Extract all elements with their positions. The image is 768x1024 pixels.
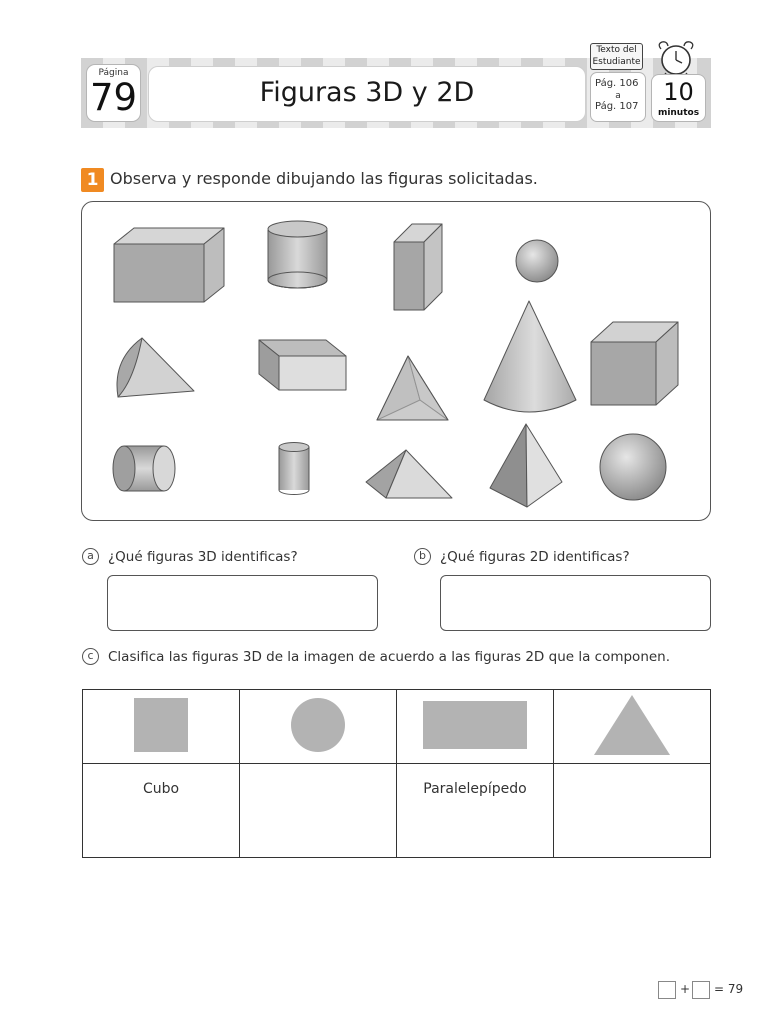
textbook-page-joiner: a — [615, 91, 621, 101]
square-answer-cell[interactable]: Cubo — [83, 764, 240, 858]
tall-prism — [394, 224, 442, 310]
triangular-pyramid — [377, 356, 448, 420]
triangle-answer-cell[interactable] — [554, 764, 711, 858]
time-unit: minutos — [657, 108, 700, 118]
rectangle-shape-icon — [422, 700, 528, 750]
footer-result: = 79 — [714, 982, 744, 996]
rectangular-prism — [114, 228, 224, 302]
textbook-page-to: Pág. 107 — [595, 101, 639, 112]
page-label: Página — [98, 68, 129, 78]
textbook-tag-line-2: Estudiante — [592, 57, 641, 67]
question-a-marker: a — [82, 548, 99, 565]
sphere — [600, 434, 666, 500]
triangle-shape-icon — [592, 693, 672, 757]
shape-icons-row — [83, 690, 711, 764]
time-value: 10 — [663, 78, 694, 106]
activity-instruction: Observa y responde dibujando las figuras solicitadas. — [110, 169, 538, 188]
small-cylinder — [279, 443, 309, 495]
shape-names-row — [83, 764, 711, 858]
figures-panel — [81, 201, 711, 521]
figures-illustration — [82, 202, 712, 522]
footer-box-2 — [692, 981, 710, 999]
textbook-tag — [590, 43, 643, 70]
page-title: Figuras 3D y 2D — [259, 77, 475, 108]
footer-box-1 — [658, 981, 676, 999]
page-number-box — [86, 64, 141, 122]
textbook-pages-box — [590, 72, 646, 122]
rectangle-answer-cell[interactable]: Paralelepípedo — [397, 764, 554, 858]
cylinder-on-side — [113, 446, 175, 491]
title-box — [148, 66, 586, 122]
page-number: 79 — [89, 76, 138, 119]
footer-plus: + — [680, 982, 691, 996]
flat-pyramid — [366, 450, 452, 498]
question-b-text: ¿Qué figuras 2D identificas? — [440, 549, 630, 565]
alarm-clock-icon — [653, 40, 699, 78]
square-shape-icon — [133, 697, 189, 753]
question-a-text: ¿Qué figuras 3D identificas? — [108, 549, 298, 565]
textbook-page-from: Pág. 106 — [595, 78, 639, 89]
cone-on-side — [117, 338, 194, 397]
question-c-text: Clasifica las figuras 3D de la imagen de acuerdo a las figuras 2D que la componen. — [108, 649, 671, 665]
time-box — [651, 74, 706, 122]
cube — [591, 322, 678, 405]
flat-prism — [259, 340, 346, 390]
square-cell — [83, 690, 240, 764]
tall-cone — [484, 301, 576, 412]
triangle-cell — [554, 690, 711, 764]
square-pyramid — [490, 424, 562, 507]
question-c-marker: c — [82, 648, 99, 665]
cylinder — [268, 221, 327, 288]
question-b-answer-box[interactable] — [440, 575, 711, 631]
circle-answer-cell[interactable] — [240, 764, 397, 858]
textbook-tag-line-1: Texto del — [596, 45, 637, 55]
classification-table — [82, 689, 711, 858]
small-sphere — [516, 240, 558, 282]
circle-cell — [240, 690, 397, 764]
question-a-answer-box[interactable] — [107, 575, 378, 631]
activity-number: 1 — [81, 168, 104, 192]
rectangle-cell — [397, 690, 554, 764]
circle-shape-icon — [290, 697, 346, 753]
question-b-marker: b — [414, 548, 431, 565]
